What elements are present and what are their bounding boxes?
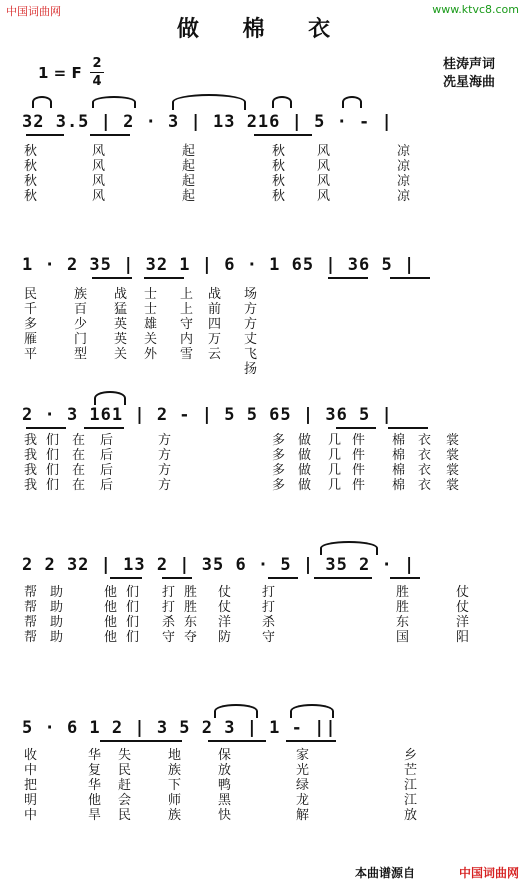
lyric-col: 保放鸭黑快 — [218, 748, 236, 823]
beam — [268, 577, 298, 579]
tie-arc — [92, 96, 136, 108]
tie-arc — [290, 704, 334, 718]
lyric-col: 场方方丈飞扬 — [244, 287, 262, 377]
lyricist: 桂涛声词 — [442, 57, 495, 72]
tie-arc — [214, 704, 258, 718]
notes-line: 2 2 32 | 13 2 | 35 6 · 5 | 35 2 · | — [22, 555, 416, 575]
tie-arc — [320, 541, 378, 555]
lyric-col: 们们们们 — [126, 585, 144, 645]
lyric-col: 仗仗洋阳 — [456, 585, 474, 645]
beam — [144, 277, 184, 279]
beam — [162, 577, 192, 579]
lyric-col: 乡芒江江放 — [404, 748, 422, 823]
credits — [443, 56, 495, 92]
lyric-col: 华复华他旱 — [88, 748, 106, 823]
beam — [390, 277, 430, 279]
score-row-1 — [22, 100, 492, 210]
composer: 冼星海曲 — [442, 75, 495, 90]
lyric-col: 家光绿龙解 — [296, 748, 314, 823]
time-signature — [90, 56, 104, 89]
score-row-2 — [22, 255, 492, 375]
tie-arc — [32, 96, 52, 108]
watermark-left: 中国词曲网 — [6, 5, 61, 18]
lyric-col: 地族下师族 — [168, 748, 186, 823]
beam — [84, 427, 124, 429]
lyric-col: 战猛英英关 — [114, 287, 132, 362]
lyric-col: 衣衣衣衣 — [418, 433, 436, 493]
time-signature-top: 2 — [92, 56, 102, 71]
lyric-col: 士士雄关外 — [144, 287, 162, 362]
lyric-col: 助助助助 — [50, 585, 68, 645]
lyric-col: 起起起起 — [182, 144, 200, 204]
tie-arc — [342, 96, 362, 108]
lyric-col: 秋秋秋秋 — [272, 144, 290, 204]
notes-line: 1 · 2 35 | 32 1 | 6 · 1 65 | 36 5 | — [22, 255, 416, 275]
lyric-col: 战前四万云 — [208, 287, 226, 362]
lyric-col: 风风风风 — [317, 144, 335, 204]
lyric-col: 后后后后 — [100, 433, 118, 493]
beam — [388, 427, 428, 429]
key-signature: 1 = F — [38, 64, 82, 82]
score-row-5 — [22, 718, 492, 838]
beam — [110, 577, 142, 579]
time-signature-bottom: 4 — [92, 74, 102, 89]
lyric-col: 棉棉棉棉 — [392, 433, 410, 493]
beam — [100, 740, 182, 742]
score-row-4 — [22, 555, 492, 665]
lyric-col: 多多多多 — [272, 433, 290, 493]
footer-site: 中国词曲网 — [458, 866, 519, 880]
footer-label: 本曲谱源自 — [354, 866, 415, 880]
beam — [286, 740, 336, 742]
watermark-right: www.ktvc8.com — [432, 3, 519, 16]
lyric-col: 帮帮帮帮 — [24, 585, 42, 645]
lyric-col: 做做做做 — [298, 433, 316, 493]
lyric-col: 失民赶会民 — [118, 748, 136, 823]
lyric-col: 们们们们 — [46, 433, 64, 493]
notes-line: 5 · 6 1 2 | 3 5 2 3 | 1 - || — [22, 718, 337, 738]
song-title: 做 棉 衣 — [176, 17, 349, 42]
lyric-col: 打打杀守 — [262, 585, 280, 645]
beam — [328, 277, 368, 279]
notes-line: 2 · 3 161 | 2 - | 5 5 65 | 36 5 | — [22, 405, 393, 425]
lyric-col: 在在在在 — [72, 433, 90, 493]
lyric-col: 仗仗洋防 — [218, 585, 236, 645]
lyric-col: 我我我我 — [24, 433, 42, 493]
time-signature-divider — [90, 72, 104, 73]
beam — [26, 427, 66, 429]
beam — [254, 134, 312, 136]
lyric-col: 胜胜东国 — [396, 585, 414, 645]
tie-arc — [94, 391, 126, 405]
lyric-col: 凉凉凉凉 — [397, 144, 415, 204]
lyric-col: 风风风风 — [92, 144, 110, 204]
lyric-col: 族百少门型 — [74, 287, 92, 362]
lyric-col: 裳裳裳裳 — [446, 433, 464, 493]
lyric-col: 民千多雁平 — [24, 287, 42, 362]
tie-arc — [172, 94, 246, 110]
beam — [336, 427, 376, 429]
lyric-col: 收中把明中 — [24, 748, 42, 823]
beam — [390, 577, 420, 579]
lyric-col: 打打杀守 — [162, 585, 180, 645]
lyric-col: 方方方方 — [158, 433, 176, 493]
lyric-col: 他他他他 — [104, 585, 122, 645]
lyric-col: 秋秋秋秋 — [24, 144, 42, 204]
score-row-3 — [22, 405, 492, 515]
beam — [92, 277, 132, 279]
beam — [90, 134, 130, 136]
lyric-col: 件件件件 — [352, 433, 370, 493]
beam — [314, 577, 372, 579]
beam — [26, 134, 64, 136]
lyric-col: 胜胜东夺 — [184, 585, 202, 645]
notes-line: 32 3.5 | 2 · 3 | 13 216 | 5 · - | — [22, 112, 393, 132]
tie-arc — [272, 96, 292, 108]
beam — [208, 740, 266, 742]
lyric-col: 几几几几 — [328, 433, 346, 493]
lyric-col: 上上守内雪 — [180, 287, 198, 362]
